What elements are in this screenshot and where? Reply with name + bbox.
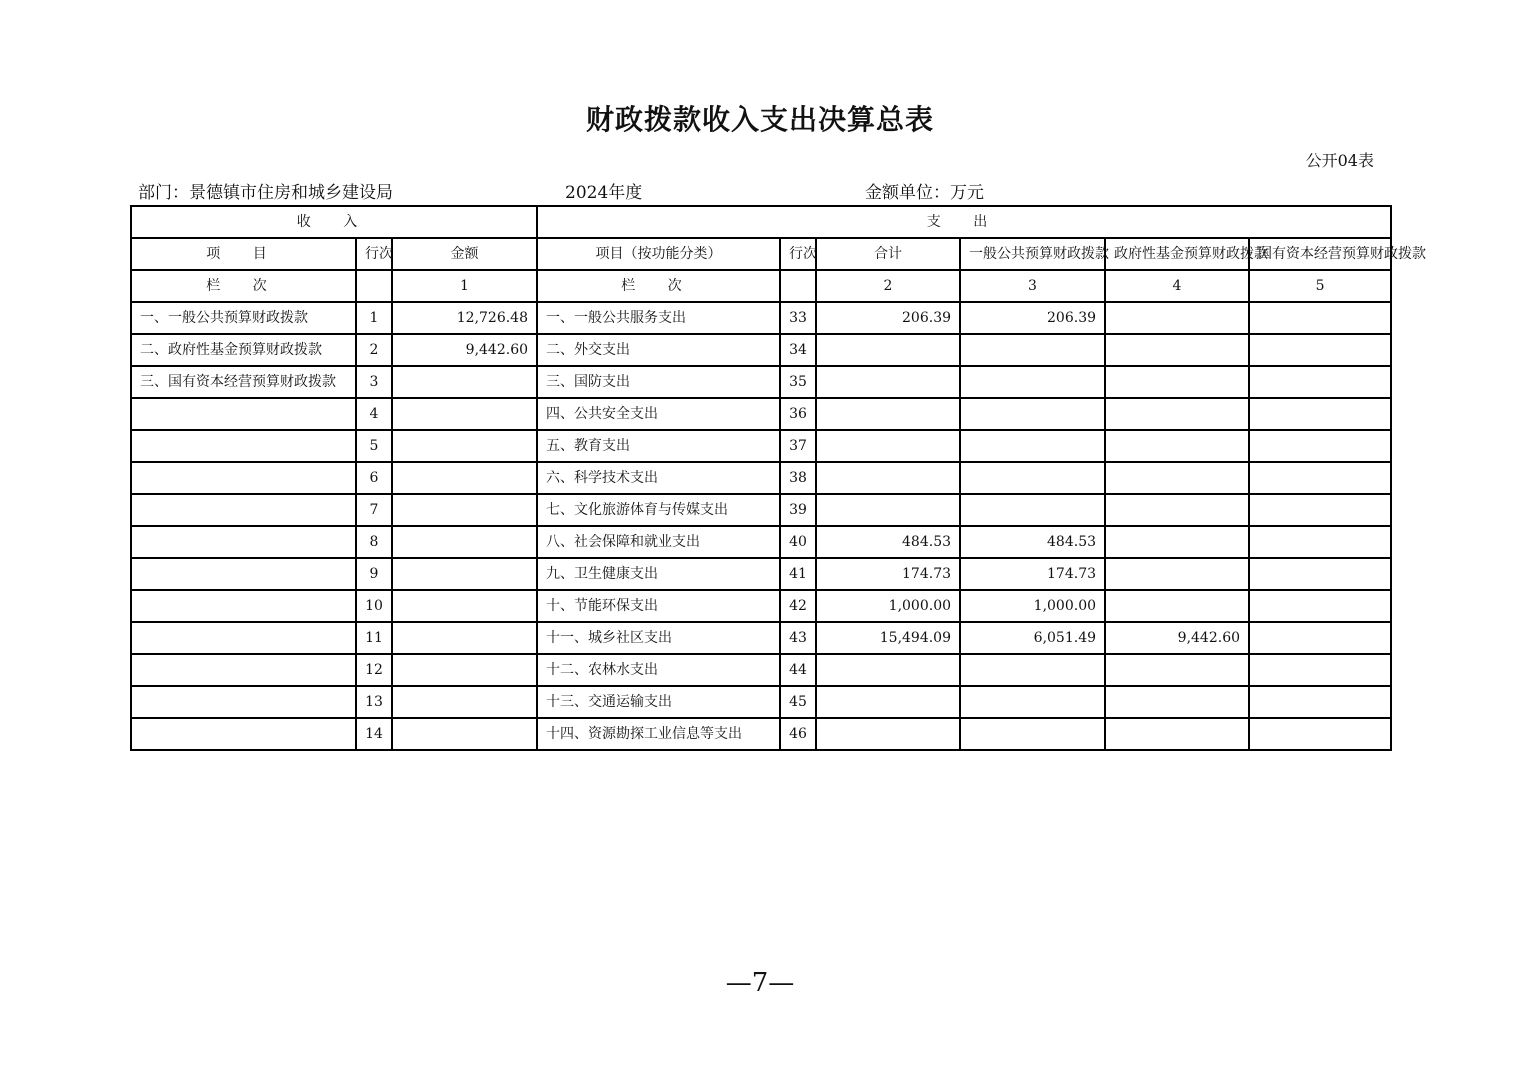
- expense-gov-fund: [1105, 430, 1249, 462]
- income-row-no: 4: [356, 398, 392, 430]
- expense-gov-fund: [1105, 366, 1249, 398]
- column-number-4: 4: [1105, 270, 1249, 302]
- expense-gov-fund: [1105, 494, 1249, 526]
- expense-gov-fund: [1105, 686, 1249, 718]
- expense-general-budget: [960, 686, 1105, 718]
- expense-row-no: 35: [780, 366, 816, 398]
- expense-general-budget: [960, 430, 1105, 462]
- expense-gov-fund: 9,442.60: [1105, 622, 1249, 654]
- expense-total: [816, 686, 960, 718]
- expense-row-no: 36: [780, 398, 816, 430]
- income-item: [131, 622, 356, 654]
- expense-total: [816, 334, 960, 366]
- header-state-capital: 国有资本经营预算财政拨款: [1249, 238, 1391, 270]
- expense-item: 九、卫生健康支出: [537, 558, 780, 590]
- table-row: [131, 494, 1391, 526]
- expense-row-no: 39: [780, 494, 816, 526]
- income-item: [131, 430, 356, 462]
- expense-section-header: 支 出: [537, 206, 1391, 238]
- table-row: [131, 302, 1391, 334]
- expense-row-no: 46: [780, 718, 816, 750]
- expense-general-budget: [960, 462, 1105, 494]
- income-amount: [392, 686, 537, 718]
- expense-total: [816, 718, 960, 750]
- expense-state-capital: [1249, 718, 1391, 750]
- column-label-right: 栏 次: [537, 270, 780, 302]
- table-row: [131, 622, 1391, 654]
- expense-general-budget: [960, 718, 1105, 750]
- expense-total: [816, 462, 960, 494]
- header-item: 项 目: [131, 238, 356, 270]
- table-row: [131, 654, 1391, 686]
- expense-item: 十三、交通运输支出: [537, 686, 780, 718]
- income-amount: 9,442.60: [392, 334, 537, 366]
- income-amount: 12,726.48: [392, 302, 537, 334]
- fiscal-year: 2024年度: [565, 183, 643, 203]
- expense-row-no: 37: [780, 430, 816, 462]
- expense-gov-fund: [1105, 398, 1249, 430]
- expense-state-capital: [1249, 494, 1391, 526]
- header-total: 合计: [816, 238, 960, 270]
- expense-row-no: 44: [780, 654, 816, 686]
- expense-general-budget: 174.73: [960, 558, 1105, 590]
- income-row-no: 11: [356, 622, 392, 654]
- expense-total: 15,494.09: [816, 622, 960, 654]
- table-row: [131, 558, 1391, 590]
- income-section-header: 收 入: [131, 206, 537, 238]
- expense-gov-fund: [1105, 558, 1249, 590]
- income-item: [131, 494, 356, 526]
- income-amount: [392, 526, 537, 558]
- expense-item: 八、社会保障和就业支出: [537, 526, 780, 558]
- column-number-1: 1: [392, 270, 537, 302]
- income-item: [131, 590, 356, 622]
- amount-unit: 金额单位：万元: [865, 183, 984, 203]
- table-row: [131, 590, 1391, 622]
- column-label-left: 栏 次: [131, 270, 356, 302]
- expense-item: 五、教育支出: [537, 430, 780, 462]
- income-item: [131, 558, 356, 590]
- page-number: —7—: [725, 968, 795, 998]
- expense-total: 484.53: [816, 526, 960, 558]
- income-row-no: 5: [356, 430, 392, 462]
- expense-state-capital: [1249, 654, 1391, 686]
- table-row: [131, 398, 1391, 430]
- expense-state-capital: [1249, 526, 1391, 558]
- expense-gov-fund: [1105, 526, 1249, 558]
- expense-row-no: 45: [780, 686, 816, 718]
- expense-item: 七、文化旅游体育与传媒支出: [537, 494, 780, 526]
- expense-state-capital: [1249, 398, 1391, 430]
- income-item: 一、一般公共预算财政拨款: [131, 302, 356, 334]
- income-item: [131, 718, 356, 750]
- budget-table: [130, 205, 1427, 751]
- income-row-no: 3: [356, 366, 392, 398]
- income-row-no: 2: [356, 334, 392, 366]
- expense-item: 十二、农林水支出: [537, 654, 780, 686]
- header-row-no: 行次: [356, 238, 392, 270]
- income-amount: [392, 558, 537, 590]
- expense-item: 四、公共安全支出: [537, 398, 780, 430]
- expense-row-no: 41: [780, 558, 816, 590]
- expense-state-capital: [1249, 590, 1391, 622]
- form-number: 公开04表: [1305, 151, 1374, 170]
- expense-item: 十四、资源勘探工业信息等支出: [537, 718, 780, 750]
- income-row-no: 14: [356, 718, 392, 750]
- table-row: [131, 718, 1391, 750]
- column-number-5: 5: [1249, 270, 1391, 302]
- expense-item: 十、节能环保支出: [537, 590, 780, 622]
- income-item: [131, 654, 356, 686]
- income-amount: [392, 718, 537, 750]
- expense-state-capital: [1249, 622, 1391, 654]
- expense-item: 六、科学技术支出: [537, 462, 780, 494]
- expense-gov-fund: [1105, 590, 1249, 622]
- expense-general-budget: [960, 366, 1105, 398]
- income-item: 三、国有资本经营预算财政拨款: [131, 366, 356, 398]
- expense-state-capital: [1249, 430, 1391, 462]
- income-amount: [392, 622, 537, 654]
- column-number-2: 2: [816, 270, 960, 302]
- income-row-no: 9: [356, 558, 392, 590]
- expense-item: 十一、城乡社区支出: [537, 622, 780, 654]
- expense-item: 三、国防支出: [537, 366, 780, 398]
- income-row-no: 12: [356, 654, 392, 686]
- header-item-function: 项目（按功能分类）: [537, 238, 780, 270]
- income-item: 二、政府性基金预算财政拨款: [131, 334, 356, 366]
- department-label: 部门：景德镇市住房和城乡建设局: [138, 183, 393, 203]
- expense-row-no: 34: [780, 334, 816, 366]
- expense-row-no: 42: [780, 590, 816, 622]
- expense-gov-fund: [1105, 462, 1249, 494]
- expense-state-capital: [1249, 302, 1391, 334]
- header-general-budget: 一般公共预算财政拨款: [960, 238, 1105, 270]
- expense-total: [816, 366, 960, 398]
- expense-gov-fund: [1105, 334, 1249, 366]
- income-item: [131, 398, 356, 430]
- income-amount: [392, 430, 537, 462]
- table-row: [131, 334, 1391, 366]
- section-header-row: [131, 206, 1391, 238]
- expense-general-budget: [960, 398, 1105, 430]
- income-row-no: 1: [356, 302, 392, 334]
- column-number-blank-2: [780, 270, 816, 302]
- column-header-row: [131, 238, 1391, 270]
- expense-general-budget: [960, 654, 1105, 686]
- income-row-no: 7: [356, 494, 392, 526]
- header-gov-fund: 政府性基金预算财政拨款: [1105, 238, 1249, 270]
- table-row: [131, 366, 1391, 398]
- table-row: [131, 430, 1391, 462]
- expense-state-capital: [1249, 334, 1391, 366]
- header-row-no-expense: 行次: [780, 238, 816, 270]
- table-row: [131, 462, 1391, 494]
- expense-general-budget: 484.53: [960, 526, 1105, 558]
- income-row-no: 13: [356, 686, 392, 718]
- expense-state-capital: [1249, 366, 1391, 398]
- income-row-no: 6: [356, 462, 392, 494]
- income-row-no: 10: [356, 590, 392, 622]
- income-amount: [392, 398, 537, 430]
- table-row: [131, 526, 1391, 558]
- expense-state-capital: [1249, 686, 1391, 718]
- income-amount: [392, 462, 537, 494]
- expense-gov-fund: [1105, 302, 1249, 334]
- expense-total: [816, 494, 960, 526]
- expense-general-budget: 1,000.00: [960, 590, 1105, 622]
- expense-total: 1,000.00: [816, 590, 960, 622]
- expense-general-budget: [960, 494, 1105, 526]
- expense-total: 174.73: [816, 558, 960, 590]
- expense-row-no: 40: [780, 526, 816, 558]
- expense-item: 二、外交支出: [537, 334, 780, 366]
- document-title: 财政拨款收入支出决算总表: [585, 103, 934, 136]
- income-amount: [392, 366, 537, 398]
- expense-total: [816, 430, 960, 462]
- expense-gov-fund: [1105, 654, 1249, 686]
- column-number-row: [131, 270, 1391, 302]
- expense-gov-fund: [1105, 718, 1249, 750]
- income-amount: [392, 590, 537, 622]
- expense-row-no: 33: [780, 302, 816, 334]
- income-item: [131, 462, 356, 494]
- income-amount: [392, 494, 537, 526]
- expense-general-budget: 206.39: [960, 302, 1105, 334]
- expense-item: 一、一般公共服务支出: [537, 302, 780, 334]
- income-row-no: 8: [356, 526, 392, 558]
- expense-state-capital: [1249, 462, 1391, 494]
- income-item: [131, 686, 356, 718]
- expense-general-budget: 6,051.49: [960, 622, 1105, 654]
- expense-total: [816, 654, 960, 686]
- header-amount: 金额: [392, 238, 537, 270]
- table-body: [131, 302, 1391, 750]
- expense-total: 206.39: [816, 302, 960, 334]
- column-number-blank: [356, 270, 392, 302]
- table-row: [131, 686, 1391, 718]
- income-item: [131, 526, 356, 558]
- expense-total: [816, 398, 960, 430]
- column-number-3: 3: [960, 270, 1105, 302]
- expense-row-no: 38: [780, 462, 816, 494]
- expense-general-budget: [960, 334, 1105, 366]
- income-amount: [392, 654, 537, 686]
- expense-state-capital: [1249, 558, 1391, 590]
- expense-row-no: 43: [780, 622, 816, 654]
